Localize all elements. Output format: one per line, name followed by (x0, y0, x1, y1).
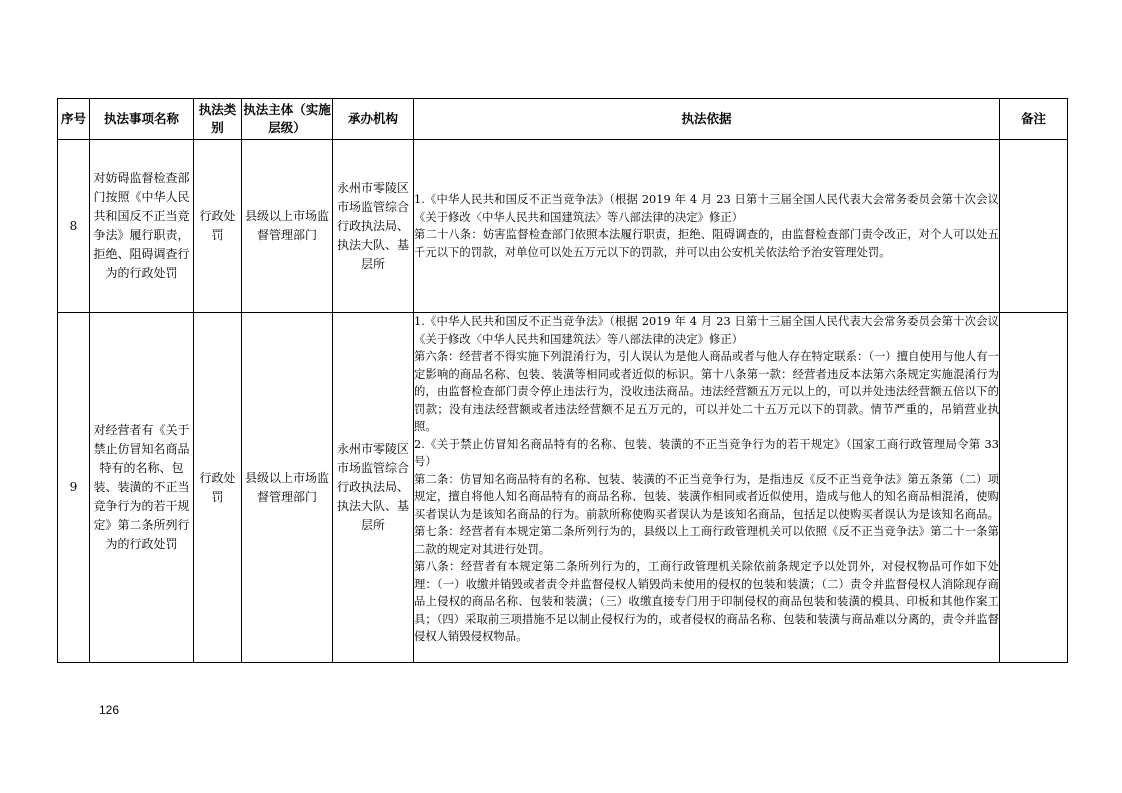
row-no: 8 (58, 140, 90, 313)
table-row (58, 140, 1068, 313)
header-subject: 执法主体（实施层级） (242, 99, 333, 140)
header-basis: 执法依据 (414, 99, 1000, 140)
header-row (58, 99, 1068, 140)
row-basis (414, 313, 1000, 663)
row-remark (1000, 313, 1068, 663)
row-subject: 县级以上市场监督管理部门 (242, 313, 333, 663)
basis-paragraph: 1.《中华人民共和国反不正当竞争法》（根据 2019 年 4 月 23 日第十三届全国人民代表大会常务委员会第十次会议《关于修改〈中华人民共和国建筑法〉等八部法律的决定》修正） (414, 315, 999, 346)
basis-paragraph: 第二条：仿冒知名商品特有的名称、包装、装潢的不正当竞争行为，是指违反《反不正当竞争法》第五条第（二）项规定，擅自将他人知名商品特有的商品名称、包装、装潢作相同或者近似使用，造成与他人的知名商品相混淆，使购买者误认为是该知名商品的行为。前款所称使购买者误认为是该知名商品，包括足以使购买者误认为是该知名商品。第七条：经营者有本规定第二条所列行为的，县级以上工商行政管理机关可以依照《反不正当竞争法》第二十一条第二款的规定对其进行处罚。 (414, 472, 999, 556)
header-remark: 备注 (1000, 99, 1068, 140)
row-no: 9 (58, 313, 90, 663)
header-item-name: 执法事项名称 (90, 99, 194, 140)
basis-paragraph: 2.《关于禁止仿冒知名商品特有的名称、包装、装潢的不正当竞争行为的若干规定》（国家工商行政管理局令第 33 号） (414, 437, 999, 468)
basis-paragraph: 第二十八条：妨害监督检查部门依照本法履行职责，拒绝、阻碍调查的，由监督检查部门责令改正，对个人可以处五千元以下的罚款，对单位可以处五万元以下的罚款，并可以由公安机关依法给予治安管理处罚。 (414, 228, 999, 259)
row-item-name: 对妨碍监督检查部门按照《中华人民共和国反不正当竞争法》履行职责，拒绝、阻碍调查行为的行政处罚 (90, 140, 194, 313)
header-category: 执法类别 (194, 99, 242, 140)
page-number: 126 (99, 703, 120, 717)
row-category: 行政处罚 (194, 313, 242, 663)
header-no: 序号 (58, 99, 90, 140)
row-subject: 县级以上市场监督管理部门 (242, 140, 333, 313)
basis-paragraph: 第六条：经营者不得实施下列混淆行为，引人误认为是他人商品或者与他人存在特定联系：（一）擅自使用与他人有一定影响的商品名称、包装、装潢等相同或者近似的标识。第十八条第一款：经营者违反本法第六条规定实施混淆行为的，由监督检查部门责令停止违法行为，没收违法商品。违法经营额五万元以上的，可以并处违法经营额五倍以下的罚款；没有违法经营额或者违法经营额不足五万元的，可以并处二十五万元以下的罚款。情节严重的，吊销营业执照。 (414, 350, 999, 433)
basis-paragraph: 1.《中华人民共和国反不正当竞争法》（根据 2019 年 4 月 23 日第十三届全国人民代表大会常务委员会第十次会议《关于修改〈中华人民共和国建筑法〉等八部法律的决定》修正） (414, 193, 999, 224)
table-row (58, 313, 1068, 663)
row-agency: 永州市零陵区市场监管综合行政执法局、执法大队、基层所 (333, 313, 414, 663)
row-category: 行政处罚 (194, 140, 242, 313)
row-item-name: 对经营者有《关于禁止仿冒知名商品特有的名称、包装、装潢的不正当竞争行为的若干规定》第二条所列行为的行政处罚 (90, 313, 194, 663)
row-basis (414, 140, 1000, 313)
enforcement-table (57, 98, 1068, 663)
header-agency: 承办机构 (333, 99, 414, 140)
row-remark (1000, 140, 1068, 313)
row-agency: 永州市零陵区市场监管综合行政执法局、执法大队、基层所 (333, 140, 414, 313)
basis-paragraph: 第八条：经营者有本规定第二条所列行为的，工商行政管理机关除依前条规定予以处罚外，对侵权物品可作如下处理：（一）收缴并销毁或者责令并监督侵权人销毁尚未使用的侵权的包装和装潢；（二）责令并监督侵权人消除现存商品上侵权的商品名称、包装和装潢；（三）收缴直接专门用于印制侵权的商品包装和装潢的模具、印板和其他作案工具；（四）采取前三项措施不足以制止侵权行为的，或者侵权的商品名称、包装和装潢与商品难以分离的，责令并监督侵权人销毁侵权物品。 (414, 560, 999, 643)
